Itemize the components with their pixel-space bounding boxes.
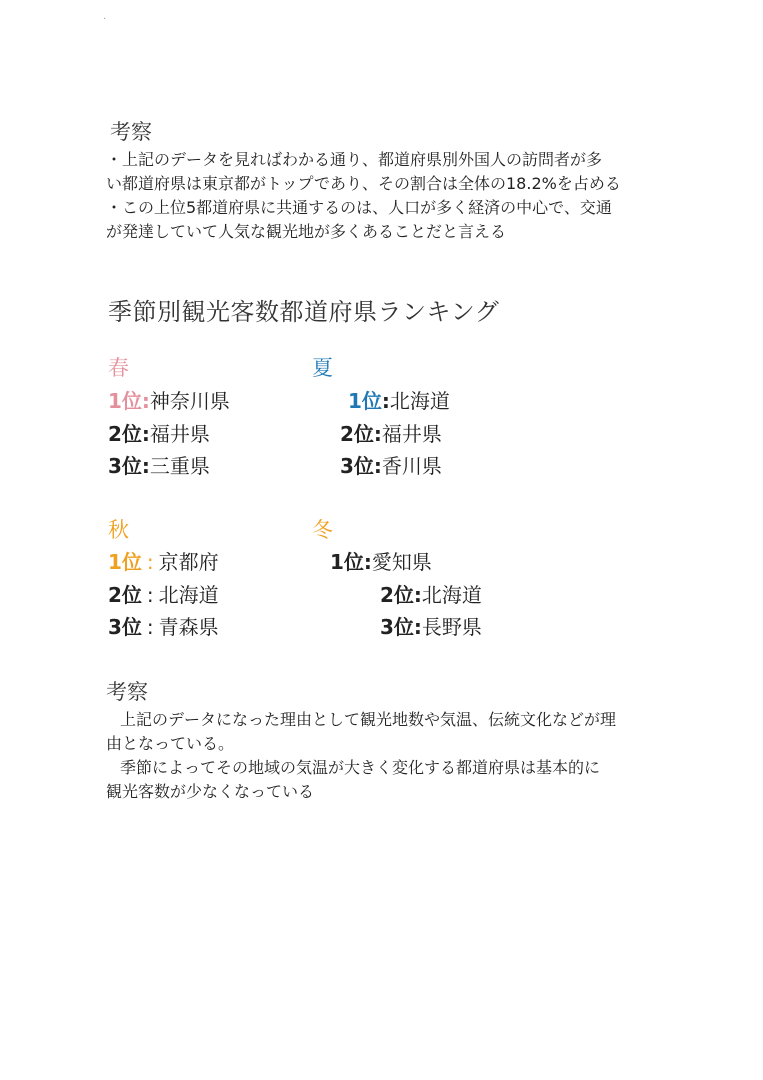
spring-rank-1 bbox=[108, 385, 230, 414]
rank-prefecture: 神奈川県 bbox=[149, 389, 230, 413]
summer-rank-3 bbox=[340, 450, 442, 479]
rank-separator: : bbox=[413, 615, 422, 639]
spring-rank-2 bbox=[108, 418, 210, 447]
rank-prefecture: 北海道 bbox=[158, 583, 219, 607]
rank-position: 3位 bbox=[108, 615, 142, 639]
spring-rank-3 bbox=[108, 450, 210, 479]
autumn-rank-3 bbox=[108, 611, 219, 640]
season-autumn-label: 秋 bbox=[108, 518, 129, 542]
section2-line: 上記のデータになった理由として観光地数や気温、伝統文化などが理 bbox=[120, 710, 617, 729]
section2-line: 由となっている。 bbox=[106, 734, 235, 753]
rank-separator: : bbox=[141, 454, 150, 478]
rank-prefecture: 福井県 bbox=[149, 422, 210, 446]
rank-prefecture: 北海道 bbox=[421, 583, 482, 607]
rank-prefecture: 三重県 bbox=[149, 454, 210, 478]
rank-position: 1位 bbox=[330, 550, 364, 574]
rank-position: 2位 bbox=[108, 583, 142, 607]
rank-position: 2位 bbox=[108, 422, 142, 446]
rank-separator: : bbox=[141, 389, 150, 413]
rank-position: 3位 bbox=[108, 454, 142, 478]
section1-line: が発達していて人気な観光地が多くあることだと言える bbox=[106, 222, 507, 241]
season-winter-label: 冬 bbox=[312, 518, 333, 542]
rank-separator: : bbox=[373, 422, 382, 446]
summer-rank-1 bbox=[348, 385, 450, 414]
section2-heading: 考察 bbox=[106, 680, 148, 704]
rank-separator: : bbox=[373, 454, 382, 478]
rank-prefecture: 福井県 bbox=[381, 422, 442, 446]
rank-separator: : bbox=[146, 615, 154, 639]
rank-separator: : bbox=[146, 583, 154, 607]
rank-separator: : bbox=[363, 550, 372, 574]
season-spring-label: 春 bbox=[108, 356, 129, 380]
section1-line: ・この上位5都道府県に共通するのは、人口が多く経済の中心で、交通 bbox=[106, 198, 612, 217]
rank-prefecture: 青森県 bbox=[158, 615, 219, 639]
ranking-title: 季節別観光客数都道府県ランキング bbox=[108, 298, 500, 326]
rank-prefecture: 北海道 bbox=[389, 389, 450, 413]
autumn-rank-1 bbox=[108, 546, 219, 575]
winter-rank-2 bbox=[380, 579, 482, 608]
rank-position: 3位 bbox=[380, 615, 414, 639]
autumn-rank-2 bbox=[108, 579, 219, 608]
rank-position: 1位 bbox=[108, 550, 142, 574]
rank-separator: : bbox=[141, 422, 150, 446]
section1-heading: 考察 bbox=[110, 120, 152, 144]
rank-position: 2位 bbox=[340, 422, 374, 446]
rank-position: 2位 bbox=[380, 583, 414, 607]
section2-line: 季節によってその地域の気温が大きく変化する都道府県は基本的に bbox=[120, 758, 601, 777]
rank-separator: : bbox=[413, 583, 422, 607]
rank-prefecture: 香川県 bbox=[381, 454, 442, 478]
rank-separator: : bbox=[381, 389, 390, 413]
rank-position: 3位 bbox=[340, 454, 374, 478]
section1-line: ・上記のデータを見ればわかる通り、都道府県別外国人の訪問者が多 bbox=[106, 150, 603, 169]
section1-line: い都道府県は東京都がトップであり、その割合は全体の18.2%を占める bbox=[106, 174, 621, 193]
rank-prefecture: 愛知県 bbox=[371, 550, 432, 574]
rank-prefecture: 京都府 bbox=[158, 550, 219, 574]
rank-prefecture: 長野県 bbox=[421, 615, 482, 639]
rank-position: 1位 bbox=[108, 389, 142, 413]
summer-rank-2 bbox=[340, 418, 442, 447]
rank-position: 1位 bbox=[348, 389, 382, 413]
winter-rank-3 bbox=[380, 611, 482, 640]
scan-speck: · bbox=[103, 14, 107, 25]
season-summer-label: 夏 bbox=[312, 356, 333, 380]
section2-line: 観光客数が少なくなっている bbox=[106, 782, 315, 801]
winter-rank-1 bbox=[330, 546, 432, 575]
rank-separator: : bbox=[146, 550, 154, 574]
